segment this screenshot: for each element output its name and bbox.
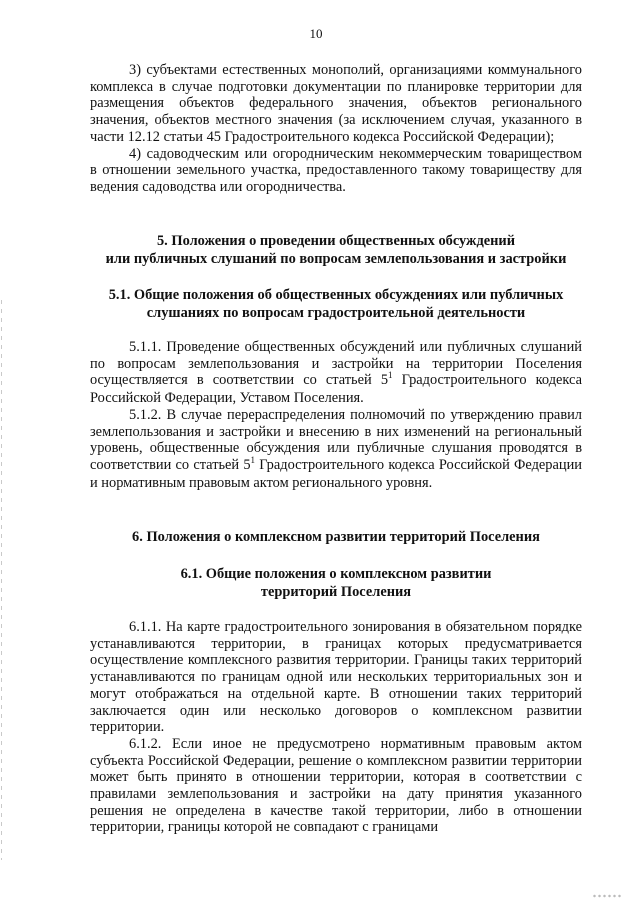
subsection-6-1 xyxy=(90,566,582,601)
subsection-heading xyxy=(90,566,582,601)
subsection-heading-line: 6.1. Общие положения о комплексном развитии xyxy=(180,566,492,582)
section-6-paragraphs xyxy=(90,619,582,836)
paragraph-text: 5.1.1. Проведение общественных обсуждений или публичных слушаний по вопросам землепользования и застройки на территории Поселения осуществляется в соответствии со статьей 5 xyxy=(90,339,582,389)
document-body xyxy=(90,62,582,196)
subsection-heading xyxy=(90,287,582,322)
page-number: 10 xyxy=(309,26,323,41)
paragraph-text: 5.1.2. В случае перераспределения полномочий по утверждению правил землепользования и застройки и внесению в них изменений на региональный уровень, общественные обсуждения или публичные слушания проводятся в соответствии со статьей 5 xyxy=(90,406,582,473)
paragraph-5-1-1 xyxy=(90,339,582,407)
scan-artifact xyxy=(592,893,622,899)
paragraph-6-1-2: 6.1.2. Если иное не предусмотрено нормативным правовым актом субъекта Российской Федерации, решение о комплексном развитии территории может быть принято в отношении территории, которая в соответствии с правилами землепользования и застройки на дату принятия указанного решения не определена в качестве такой территории, либо в отношении территории, границы которой не совпадают с границами xyxy=(90,735,582,836)
subsection-5-1 xyxy=(90,287,582,322)
section-heading xyxy=(90,233,582,268)
subsection-heading-line: территорий Поселения xyxy=(260,583,412,600)
paragraph-6-1-1: 6.1.1. На карте градостроительного зонирования в обязательном порядке устанавливаются территории, в границах которых предусматривается осуществление комплексного развития территории. Границы таких территорий устанавливаются по границам одной или нескольких территориальных зон и могут отображаться на отдельной карте. В отношении таких территорий заключается один или несколько договоров о комплексном развитии территории. xyxy=(90,619,582,736)
superscript: 1 xyxy=(250,454,256,465)
paragraph-text: Градостроительного кодекса Российской Федерации, Уставом Поселения. xyxy=(90,372,582,407)
scan-edge-line xyxy=(1,300,2,860)
superscript: 1 xyxy=(388,370,393,381)
section-5 xyxy=(90,233,582,268)
section-heading-line: или публичных слушаний по вопросам землепользования и застройки xyxy=(105,250,567,267)
section-heading: 6. Положения о комплексном развитии территорий Поселения xyxy=(132,529,540,545)
section-5-paragraphs xyxy=(90,339,582,491)
list-item: 3) субъектами естественных монополий, организациями коммунального комплекса в случае подготовки документации по планировке территории для размещения объектов федерального значения, объектов регионального значения, объектов местного значения (за исключением случая, указанного в части 12.12 статьи 45 Градостроительного кодекса Российской Федерации); xyxy=(90,62,582,145)
subsection-heading-line: слушаниях по вопросам градостроительной деятельности xyxy=(146,304,526,321)
section-heading-line: 5. Положения о проведении общественных обсуждений xyxy=(156,233,516,249)
list-item: 4) садоводческим или огородническим некоммерческим товариществом в отношении земельного участка, предоставленного такому товариществу для ведения садоводства или огородничества. xyxy=(90,145,582,195)
paragraph-5-1-2 xyxy=(90,407,582,492)
section-6 xyxy=(90,529,582,547)
subsection-heading-line: 5.1. Общие положения об общественных обсуждениях или публичных xyxy=(108,287,564,303)
paragraph-text: Градостроительного кодекса Российской Федерации и нормативным правовым актом регионального уровня. xyxy=(90,456,582,491)
